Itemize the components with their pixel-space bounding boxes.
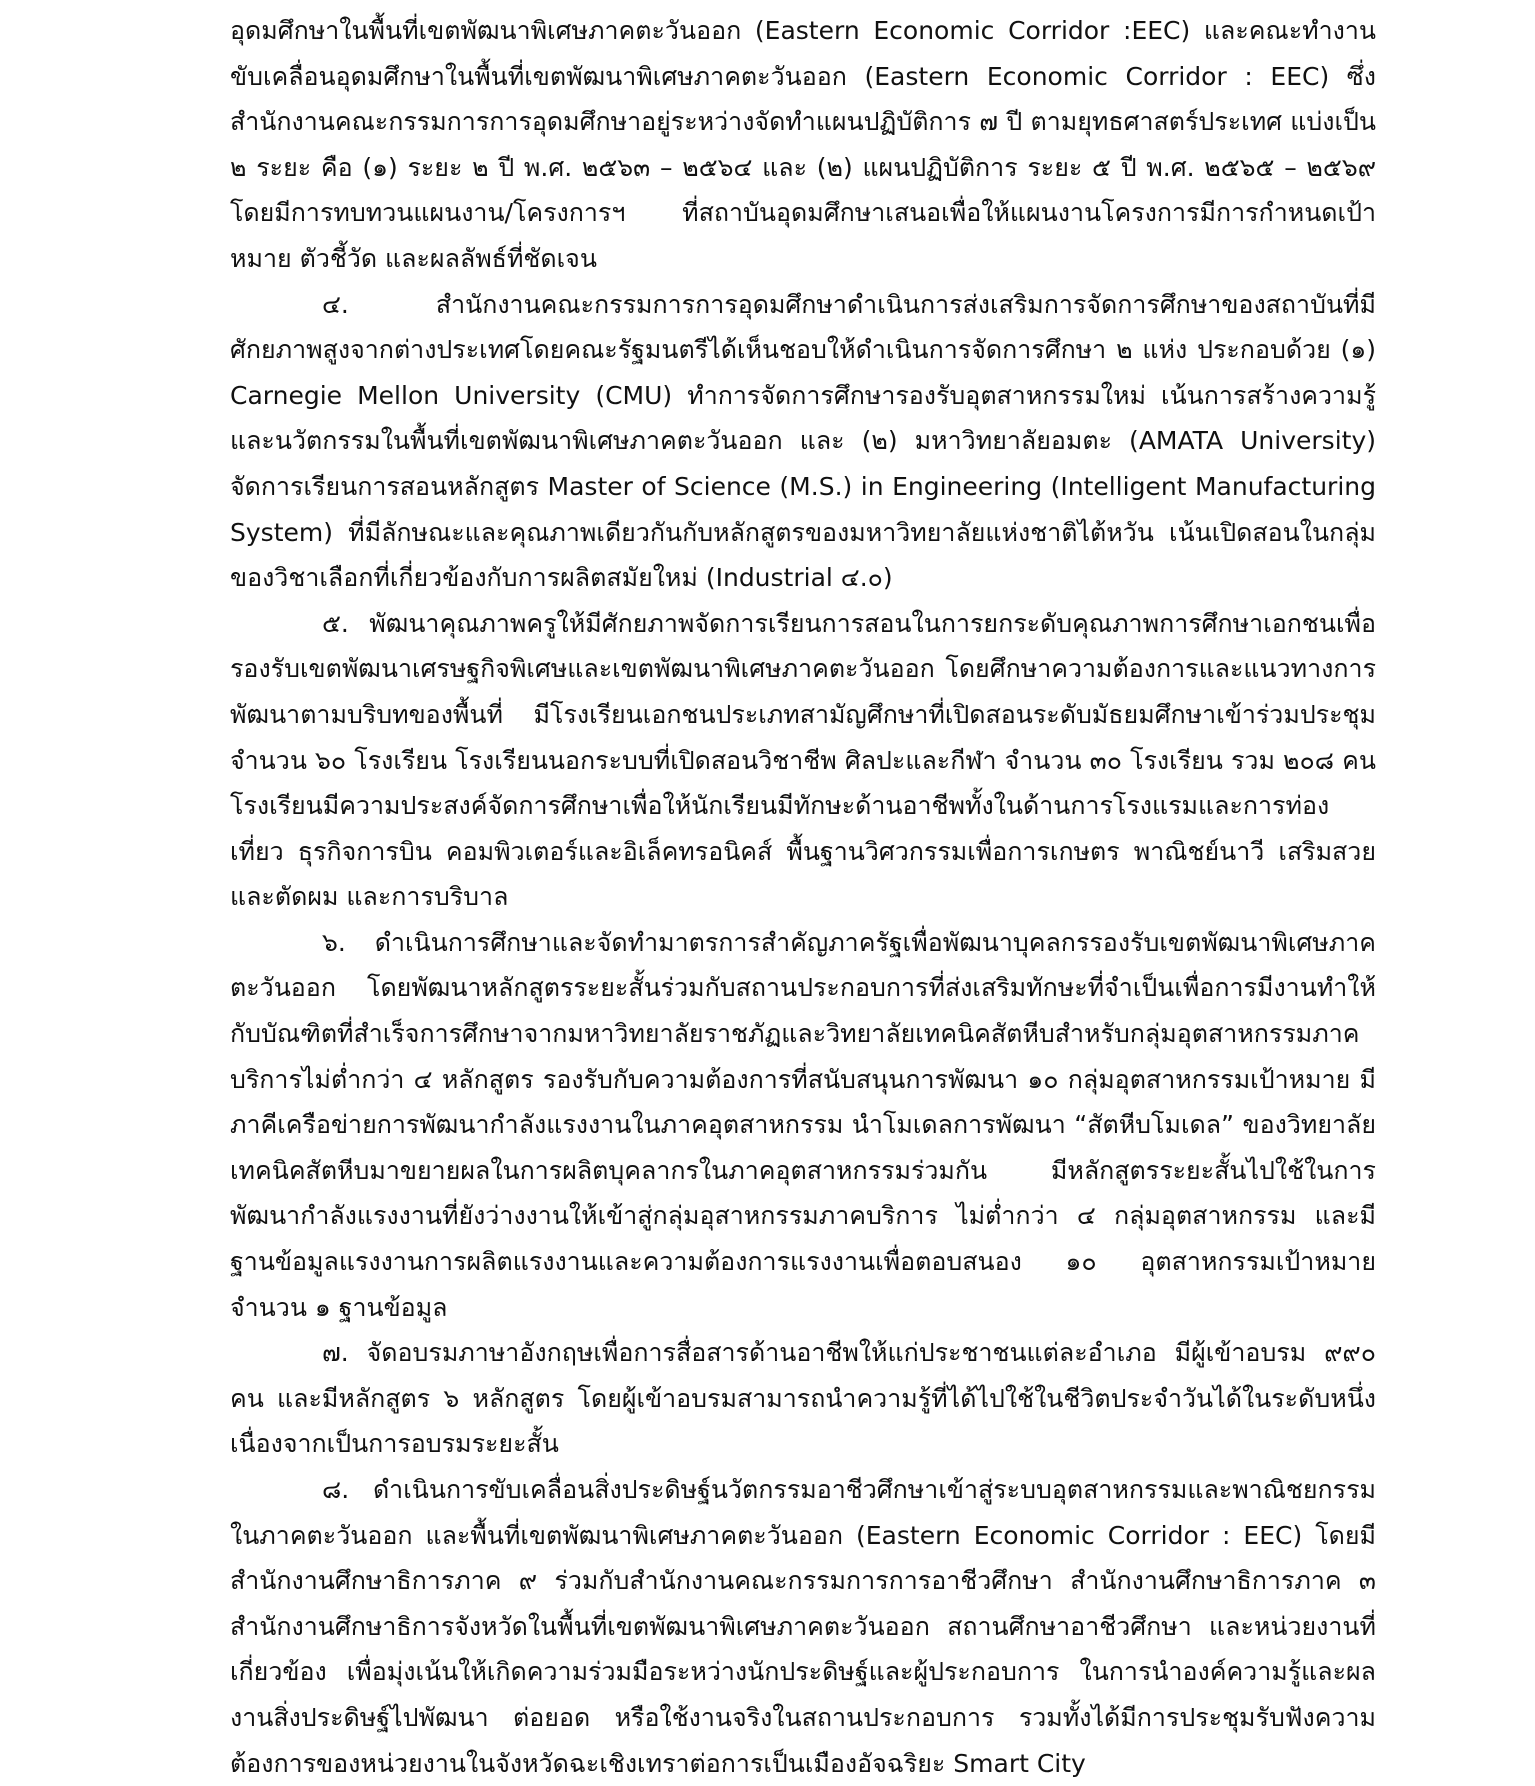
document-page [230, 8, 1376, 1786]
paragraph-item-7: ๗. จัดอบรมภาษาอังกฤษเพื่อการสื่อสารด้านอาชีพให้แก่ประชาชนแต่ละอำเภอ มีผู้เข้าอบรม ๙๙๐ คน และมีหลักสูตร ๖ หลักสูตร โดยผู้เข้าอบรมสามารถนำความรู้ที่ได้ไปใช้ในชีวิตประจำวันได้ในระดับหนึ่ง เนื่องจากเป็นการอบรมระยะสั้น [230, 1338, 1376, 1459]
paragraph-continued: อุดมศึกษาในพื้นที่เขตพัฒนาพิเศษภาคตะวันออก (Eastern Economic Corridor :EEC) และคณะทำงานขับเคลื่อนอุดมศึกษาในพื้นที่เขตพัฒนาพิเศษภาคตะวันออก (Eastern Economic Corridor : EEC) ซึ่งสำนักงานคณะกรรมการการอุดมศึกษาอยู่ระหว่างจัดทำแผนปฏิบัติการ ๗ ปี ตามยุทธศาสตร์ประเทศ แบ่งเป็น ๒ ระยะ คือ (๑) ระยะ ๒ ปี พ.ศ. ๒๕๖๓ – ๒๕๖๔ และ (๒) แผนปฏิบัติการ ระยะ ๕ ปี พ.ศ. ๒๕๖๕ – ๒๕๖๙ โดยมีการทบทวนแผนงาน/โครงการฯ ที่สถาบันอุดมศึกษาเสนอเพื่อให้แผนงานโครงการมีการกำหนดเป้าหมาย ตัวชี้วัด และผลลัพธ์ที่ชัดเจน [230, 16, 1376, 273]
paragraph-item-8: ๘. ดำเนินการขับเคลื่อนสิ่งประดิษฐ์นวัตกรรมอาชีวศึกษาเข้าสู่ระบบอุตสาหกรรมและพาณิชยกรรมในภาคตะวันออก และพื้นที่เขตพัฒนาพิเศษภาคตะวันออก (Eastern Economic Corridor : EEC) โดยมีสำนักงานศึกษาธิการภาค ๙ ร่วมกับสำนักงานคณะกรรมการการอาชีวศึกษา สำนักงานศึกษาธิการภาค ๓ สำนักงานศึกษาธิการจังหวัดในพื้นที่เขตพัฒนาพิเศษภาคตะวันออก สถานศึกษาอาชีวศึกษา และหน่วยงานที่เกี่ยวข้อง เพื่อมุ่งเน้นให้เกิดความร่วมมือระหว่างนักประดิษฐ์และผู้ประกอบการ ในการนำองค์ความรู้และผลงานสิ่งประดิษฐ์ไปพัฒนา ต่อยอด หรือใช้งานจริงในสถานประกอบการ รวมทั้งได้มีการประชุมรับฟังความต้องการของหน่วยงานในจังหวัดฉะเชิงเทราต่อการเป็นเมืองอัจฉริยะ Smart City [230, 1475, 1376, 1778]
paragraph-item-4: ๔. สำนักงานคณะกรรมการการอุดมศึกษาดำเนินการส่งเสริมการจัดการศึกษาของสถาบันที่มีศักยภาพสูงจากต่างประเทศโดยคณะรัฐมนตรีได้เห็นชอบให้ดำเนินการจัดการศึกษา ๒ แห่ง ประกอบด้วย (๑) Carnegie Mellon University (CMU) ทำการจัดการศึกษารองรับอุตสาหกรรมใหม่ เน้นการสร้างความรู้และนวัตกรรมในพื้นที่เขตพัฒนาพิเศษภาคตะวันออก และ (๒) มหาวิทยาลัยอมตะ (AMATA University) จัดการเรียนการสอนหลักสูตร Master of Science (M.S.) in Engineering (Intelligent Manufacturing System) ที่มีลักษณะและคุณภาพเดียวกันกับหลักสูตรของมหาวิทยาลัยแห่งชาติไต้หวัน เน้นเปิดสอนในกลุ่มของวิชาเลือกที่เกี่ยวข้องกับการผลิตสมัยใหม่ (Industrial ๔.๐) [230, 289, 1376, 593]
paragraph-item-6: ๖. ดำเนินการศึกษาและจัดทำมาตรการสำคัญภาครัฐเพื่อพัฒนาบุคลกรรองรับเขตพัฒนาพิเศษภาคตะวันออก โดยพัฒนาหลักสูตรระยะสั้นร่วมกับสถานประกอบการที่ส่งเสริมทักษะที่จำเป็นเพื่อการมีงานทำให้กับบัณฑิตที่สำเร็จการศึกษาจากมหาวิทยาลัยราชภัฏและวิทยาลัยเทคนิคสัตหีบสำหรับกลุ่มอุตสาหกรรมภาคบริการไม่ต่ำกว่า ๔ หลักสูตร รองรับกับความต้องการที่สนับสนุนการพัฒนา ๑๐ กลุ่มอุตสาหกรรมเป้าหมาย มีภาคีเครือข่ายการพัฒนากำลังแรงงานในภาคอุตสาหกรรม นำโมเดลการพัฒนา “สัตหีบโมเดล” ของวิทยาลัยเทคนิคสัตหีบมาขยายผลในการผลิตบุคลากรในภาคอุตสาหกรรมร่วมกัน มีหลักสูตรระยะสั้นไปใช้ในการพัฒนากำลังแรงงานที่ยังว่างงานให้เข้าสู่กลุ่มอุสาหกรรมภาคบริการ ไม่ต่ำกว่า ๔ กลุ่มอุตสาหกรรม และมีฐานข้อมูลแรงงานการผลิตแรงงานและความต้องการแรงงานเพื่อตอบสนอง ๑๐ อุตสาหกรรมเป้าหมาย จำนวน ๑ ฐานข้อมูล [230, 927, 1376, 1322]
paragraph-item-5: ๕. พัฒนาคุณภาพครูให้มีศักยภาพจัดการเรียนการสอนในการยกระดับคุณภาพการศึกษาเอกชนเพื่อรองรับเขตพัฒนาเศรษฐกิจพิเศษและเขตพัฒนาพิเศษภาคตะวันออก โดยศึกษาความต้องการและแนวทางการพัฒนาตามบริบทของพื้นที่ มีโรงเรียนเอกชนประเภทสามัญศึกษาที่เปิดสอนระดับมัธยมศึกษาเข้าร่วมประชุม จำนวน ๖๐ โรงเรียน โรงเรียนนอกระบบที่เปิดสอนวิชาชีพ ศิลปะและกีฬา จำนวน ๓๐ โรงเรียน รวม ๒๐๘ คน โรงเรียนมีความประสงค์จัดการศึกษาเพื่อให้นักเรียนมีทักษะด้านอาชีพทั้งในด้านการโรงแรมและการท่องเที่ยว ธุรกิจการบิน คอมพิวเตอร์และอิเล็คทรอนิคส์ พื้นฐานวิศวกรรมเพื่อการเกษตร พาณิชย์นาวี เสริมสวยและตัดผม และการบริบาล [230, 608, 1376, 912]
